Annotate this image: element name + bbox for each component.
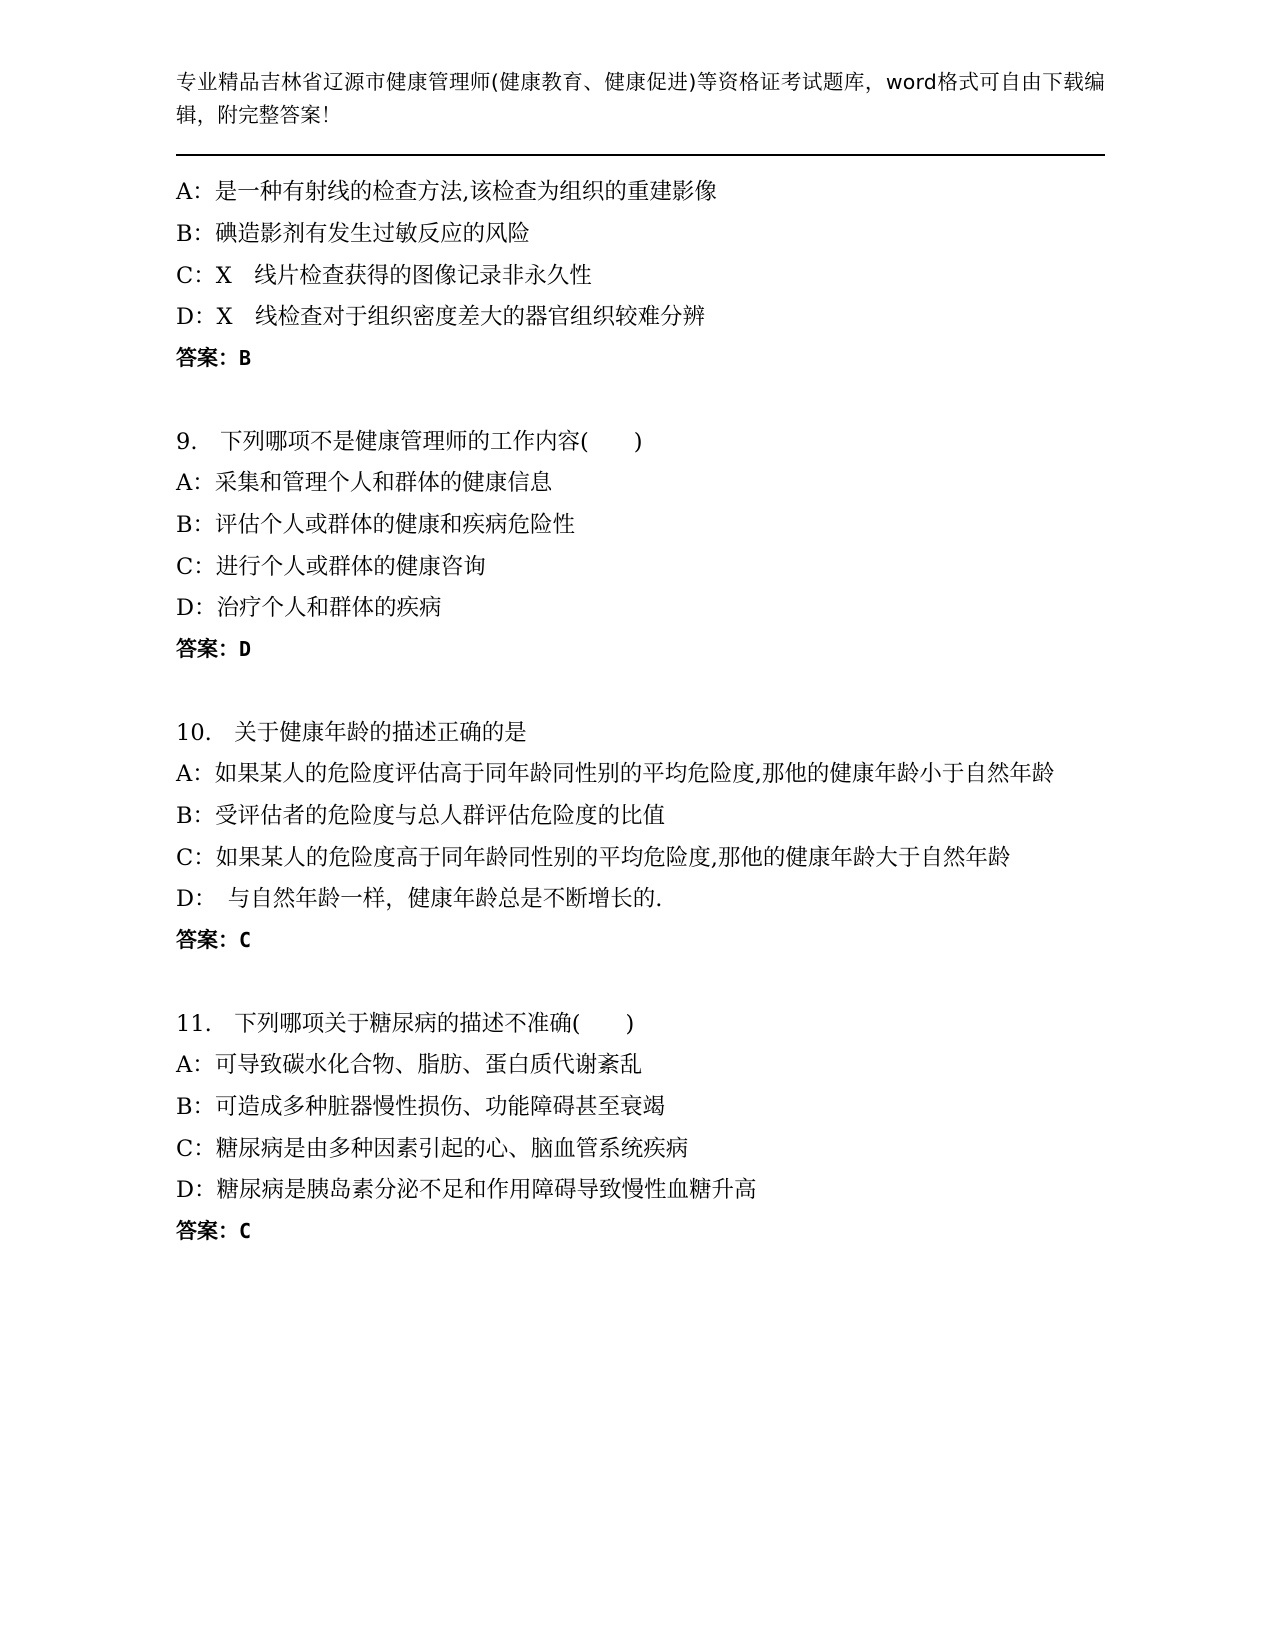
- answer-label: 答案：: [176, 1218, 239, 1243]
- option-d: D： 与自然年龄一样，健康年龄总是不断增长的.: [176, 886, 663, 913]
- block-spacer: [176, 960, 1105, 1004]
- document-header: 专业精品吉林省辽源市健康管理师(健康教育、健康促进)等资格证考试题库，word格式可自由下载编辑，附完整答案！: [176, 70, 1105, 128]
- question-stem: 11. 下列哪项关于糖尿病的描述不准确( ): [176, 1010, 635, 1037]
- option-d: D：治疗个人和群体的疾病: [176, 595, 442, 622]
- answer-row: [176, 630, 1105, 669]
- question-block: [176, 1004, 1105, 1251]
- option-c: C：X 线片检查获得的图像记录非永久性: [176, 262, 592, 289]
- answer-value: B: [239, 345, 252, 370]
- option-a: A：是一种有射线的检查方法,该检查为组织的重建影像: [176, 179, 717, 206]
- block-spacer: [176, 378, 1105, 422]
- question-stem: 9. 下列哪项不是健康管理师的工作内容( ): [176, 428, 643, 455]
- option-d: D：X 线检查对于组织密度差大的器官组织较难分辨: [176, 304, 706, 331]
- option-b: B：受评估者的危险度与总人群评估危险度的比值: [176, 802, 666, 829]
- question-list: [176, 172, 1105, 1250]
- question-block: [176, 172, 1105, 377]
- answer-row: [176, 339, 1105, 378]
- question-block: [176, 422, 1105, 669]
- question-block: [176, 713, 1105, 960]
- answer-value: C: [239, 927, 252, 952]
- option-c: C：进行个人或群体的健康咨询: [176, 553, 486, 580]
- option-a: A：可导致碳水化合物、脂肪、蛋白质代谢紊乱: [176, 1052, 643, 1079]
- option-b: B：评估个人或群体的健康和疾病危险性: [176, 512, 576, 538]
- answer-value: C: [239, 1218, 252, 1243]
- question-stem: 10. 关于健康年龄的描述正确的是: [176, 719, 527, 746]
- block-spacer: [176, 669, 1105, 713]
- answer-label: 答案：: [176, 345, 239, 370]
- option-b: B：可造成多种脏器慢性损伤、功能障碍甚至衰竭: [176, 1093, 666, 1120]
- header-divider: [176, 154, 1105, 156]
- answer-label: 答案：: [176, 636, 239, 661]
- option-a: A：如果某人的危险度评估高于同年龄同性别的平均危险度,那他的健康年龄小于自然年龄: [176, 761, 1055, 788]
- answer-value: D: [239, 636, 252, 661]
- option-c: C：糖尿病是由多种因素引起的心、脑血管系统疾病: [176, 1135, 689, 1162]
- option-d: D：糖尿病是胰岛素分泌不足和作用障碍导致慢性血糖升高: [176, 1177, 757, 1204]
- answer-row: [176, 1212, 1105, 1251]
- answer-label: 答案：: [176, 927, 239, 952]
- answer-row: [176, 921, 1105, 960]
- option-a: A：采集和管理个人和群体的健康信息: [176, 470, 553, 497]
- option-c: C：如果某人的危险度高于同年龄同性别的平均危险度,那他的健康年龄大于自然年龄: [176, 844, 1011, 871]
- option-b: B：碘造影剂有发生过敏反应的风险: [176, 221, 531, 248]
